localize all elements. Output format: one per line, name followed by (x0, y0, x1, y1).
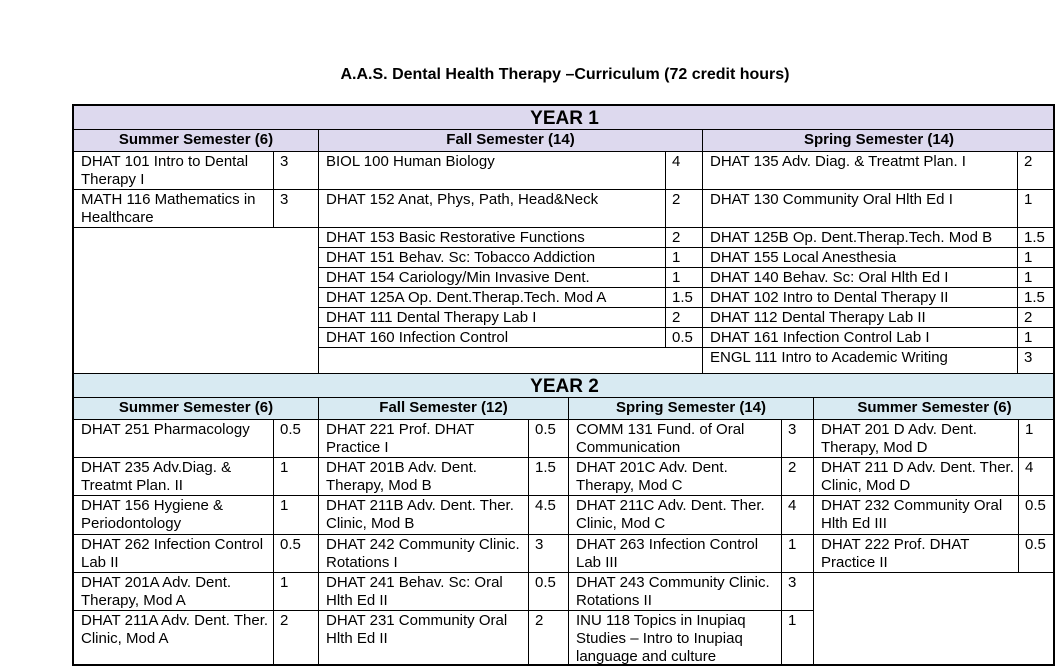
year1-spring-credits: 3 (1018, 348, 1055, 374)
year2-summer-course: DHAT 156 Hygiene & Periodontology (74, 496, 274, 535)
year2-spring-credits: 2 (782, 458, 814, 496)
year1-spring-credits: 1 (1018, 190, 1055, 228)
year2-summer-credits: 1 (274, 458, 319, 496)
year2-spring-course: DHAT 243 Community Clinic. Rotations II (569, 573, 782, 611)
year2-fall-course: DHAT 231 Community Oral Hlth Ed II (319, 611, 529, 666)
year2-summer2-credits: 0.5 (1019, 535, 1055, 573)
curriculum-table (72, 104, 1055, 666)
year2-summer2-course: DHAT 222 Prof. DHAT Practice II (814, 535, 1019, 573)
year2-spring-header: Spring Semester (14) (569, 398, 814, 420)
year1-spring-course: DHAT 161 Infection Control Lab I (703, 328, 1018, 348)
year2-fall-credits: 0.5 (529, 573, 569, 611)
year2-spring-credits: 1 (782, 535, 814, 573)
year1-spring-credits: 1 (1018, 268, 1055, 288)
year1-fall-course: DHAT 151 Behav. Sc: Tobacco Addiction (319, 248, 666, 268)
year2-fall-course: DHAT 221 Prof. DHAT Practice I (319, 420, 529, 458)
year1-spring-credits: 1 (1018, 328, 1055, 348)
page-title: A.A.S. Dental Health Therapy –Curriculum (72 credit hours) (340, 66, 790, 83)
year1-fall-credits: 1 (666, 248, 703, 268)
year2-spring-course: INU 118 Topics in Inupiaq Studies – Intro to Inupiaq language and culture (569, 611, 782, 666)
year2-summer-course: DHAT 251 Pharmacology (74, 420, 274, 458)
year2-summer-course: DHAT 235 Adv.Diag. & Treatmt Plan. II (74, 458, 274, 496)
year1-summer-course: DHAT 101 Intro to Dental Therapy I (74, 152, 274, 190)
year1-summer-credits: 3 (274, 152, 319, 190)
year2-fall-course: DHAT 241 Behav. Sc: Oral Hlth Ed II (319, 573, 529, 611)
year2-summer2-header: Summer Semester (6) (814, 398, 1055, 420)
year2-fall-credits: 4.5 (529, 496, 569, 535)
year2-summer-header: Summer Semester (6) (74, 398, 319, 420)
year2-summer-credits: 0.5 (274, 420, 319, 458)
year1-spring-course: DHAT 112 Dental Therapy Lab II (703, 308, 1018, 328)
year1-fall-course: DHAT 154 Cariology/Min Invasive Dent. (319, 268, 666, 288)
year1-summer-empty (74, 228, 319, 374)
year1-spring-course: DHAT 130 Community Oral Hlth Ed I (703, 190, 1018, 228)
year2-fall-course: DHAT 242 Community Clinic. Rotations I (319, 535, 529, 573)
year2-summer2-credits: 4 (1019, 458, 1055, 496)
year1-spring-course: DHAT 135 Adv. Diag. & Treatmt Plan. I (703, 152, 1018, 190)
year1-fall-credits: 2 (666, 190, 703, 228)
year1-fall-course: BIOL 100 Human Biology (319, 152, 666, 190)
year1-fall-course: DHAT 153 Basic Restorative Functions (319, 228, 666, 248)
year2-summer2-credits: 0.5 (1019, 496, 1055, 535)
year2-spring-credits: 1 (782, 611, 814, 666)
year2-spring-course: COMM 131 Fund. of Oral Communication (569, 420, 782, 458)
year2-summer-credits: 0.5 (274, 535, 319, 573)
year1-spring-header: Spring Semester (14) (703, 130, 1055, 152)
year2-fall-credits: 2 (529, 611, 569, 666)
year2-spring-course: DHAT 211C Adv. Dent. Ther. Clinic, Mod C (569, 496, 782, 535)
year1-fall-course: DHAT 111 Dental Therapy Lab I (319, 308, 666, 328)
year2-fall-course: DHAT 201B Adv. Dent. Therapy, Mod B (319, 458, 529, 496)
year2-spring-course: DHAT 201C Adv. Dent. Therapy, Mod C (569, 458, 782, 496)
year1-summer-credits: 3 (274, 190, 319, 228)
year2-fall-course: DHAT 211B Adv. Dent. Ther. Clinic, Mod B (319, 496, 529, 535)
year2-summer-credits: 1 (274, 573, 319, 611)
year2-summer-course: DHAT 201A Adv. Dent. Therapy, Mod A (74, 573, 274, 611)
year1-fall-credits: 1 (666, 268, 703, 288)
year2-band: YEAR 2 (74, 374, 1055, 398)
year1-fall-credits: 0.5 (666, 328, 703, 348)
year1-spring-course: DHAT 125B Op. Dent.Therap.Tech. Mod B (703, 228, 1018, 248)
year1-spring-credits: 1 (1018, 248, 1055, 268)
year1-spring-credits: 2 (1018, 152, 1055, 190)
year2-summer2-credits: 1 (1019, 420, 1055, 458)
year2-fall-credits: 3 (529, 535, 569, 573)
year2-summer-credits: 2 (274, 611, 319, 666)
year1-spring-course: DHAT 155 Local Anesthesia (703, 248, 1018, 268)
year1-spring-course: DHAT 140 Behav. Sc: Oral Hlth Ed I (703, 268, 1018, 288)
year1-spring-credits: 1.5 (1018, 228, 1055, 248)
year1-fall-credits: 2 (666, 308, 703, 328)
year1-fall-credits: 4 (666, 152, 703, 190)
year2-spring-credits: 4 (782, 496, 814, 535)
year1-fall-header: Fall Semester (14) (319, 130, 703, 152)
year2-summer-credits: 1 (274, 496, 319, 535)
year2-spring-credits: 3 (782, 420, 814, 458)
year1-fall-course: DHAT 152 Anat, Phys, Path, Head&Neck (319, 190, 666, 228)
year1-spring-credits: 1.5 (1018, 288, 1055, 308)
year1-fall-course: DHAT 125A Op. Dent.Therap.Tech. Mod A (319, 288, 666, 308)
year1-summer-header: Summer Semester (6) (74, 130, 319, 152)
year1-fall-empty (319, 348, 703, 374)
year1-spring-course: DHAT 102 Intro to Dental Therapy II (703, 288, 1018, 308)
year2-summer-course: DHAT 211A Adv. Dent. Ther. Clinic, Mod A (74, 611, 274, 666)
year1-summer-course: MATH 116 Mathematics in Healthcare (74, 190, 274, 228)
year2-summer2-course: DHAT 201 D Adv. Dent. Therapy, Mod D (814, 420, 1019, 458)
year2-summer-course: DHAT 262 Infection Control Lab II (74, 535, 274, 573)
year1-fall-course: DHAT 160 Infection Control (319, 328, 666, 348)
year1-band: YEAR 1 (74, 106, 1055, 130)
year2-spring-credits: 3 (782, 573, 814, 611)
year2-spring-course: DHAT 263 Infection Control Lab III (569, 535, 782, 573)
year2-summer2-course: DHAT 211 D Adv. Dent. Ther. Clinic, Mod D (814, 458, 1019, 496)
year2-fall-credits: 1.5 (529, 458, 569, 496)
year2-fall-header: Fall Semester (12) (319, 398, 569, 420)
year2-fall-credits: 0.5 (529, 420, 569, 458)
year1-fall-credits: 2 (666, 228, 703, 248)
year1-fall-credits: 1.5 (666, 288, 703, 308)
year1-spring-credits: 2 (1018, 308, 1055, 328)
year2-summer2-course: DHAT 232 Community Oral Hlth Ed III (814, 496, 1019, 535)
year1-spring-course: ENGL 111 Intro to Academic Writing (703, 348, 1018, 374)
